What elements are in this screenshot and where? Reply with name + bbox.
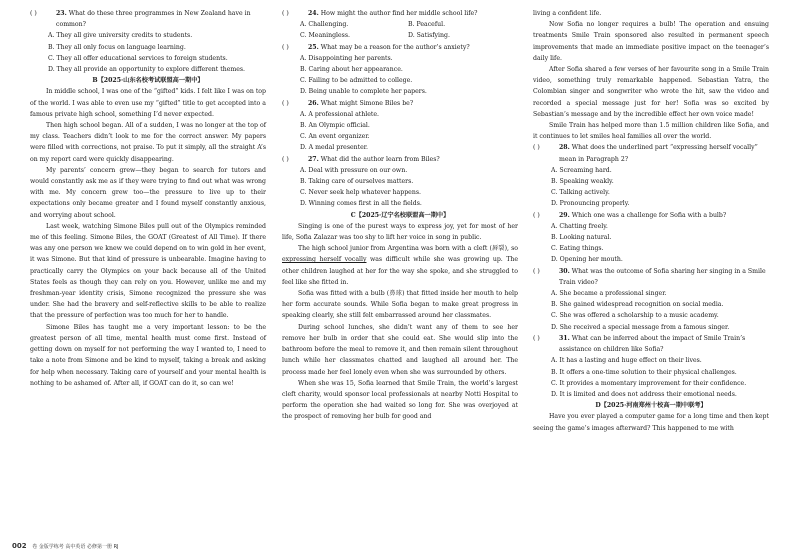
question-number: 28.: [559, 144, 570, 152]
question-number: 27.: [308, 155, 319, 163]
option-d: D. Opening her mouth.: [551, 256, 623, 264]
answer-bracket[interactable]: ( ): [282, 99, 289, 107]
question-text: What does the underlined part “expressing herself vocally” mean in Paragraph 2?: [559, 144, 758, 163]
option-a: A. Challenging.: [300, 21, 349, 29]
passage-paragraph: Have you ever played a computer game for a long time and then kept seeing the game’s images afterward? This happened to me with: [533, 413, 769, 432]
passage-paragraph: My parents’ concern grew—they began to search for tutors and would constantly ask me as if they were trying to find out what was wrong with me. My concern grew too—the pressure to live up to their expectations only became greater and I found myself constantly anxious, and worrying about school.: [30, 166, 266, 219]
option-d: D. Satisfying.: [408, 32, 450, 40]
answer-bracket[interactable]: ( ): [533, 144, 540, 152]
option-b: B. Looking natural.: [551, 234, 612, 242]
option-d: D. A medal presenter.: [300, 144, 369, 152]
question-number: 31.: [559, 334, 570, 342]
option-d: D. They all provide an opportunity to explore different themes.: [48, 66, 246, 74]
option-b: B. Caring about her appearance.: [300, 66, 403, 74]
continued-line: living a confident life.: [533, 10, 602, 17]
passage-paragraph: Then high school began. All of a sudden, I was no longer at the top of my class. Teachers didn’t look to me for the correct answer. My papers were filled with corrections, not praise. To put it simply, all the straight A’s on my report card were quickly disappearing.: [30, 122, 266, 163]
question-text: What may be a reason for the author’s anxiety?: [320, 43, 470, 51]
option-row: [282, 30, 518, 41]
answer-bracket[interactable]: ( ): [30, 10, 37, 17]
passage-paragraph: Now Sofia no longer requires a bulb! The operation and ensuing treatments Smile Train sponsored also resulted in permanent speech improvements that made an immediate positive impact on the teenager’s daily life.: [533, 21, 769, 62]
passage-paragraph: Last week, watching Simone Biles pull out of the Olympics reminded me of this feeling. Simone Biles, the GOAT (Greatest of All Time). If there was any one person we knew we could depend on to win gold in her event, it was Simone. But that kind of pressure is unbearable. Imagine having to practically carry the Olympics on your back because all of the United States feels as though they can rely on you. However, unlike me and my freshman-year identity crisis, Simone recognized the pressure she was under. She had the bravery and self-reflective skills to be able to realize that the pressure of perfection was too much for her to handle.: [30, 222, 266, 320]
column-2: [282, 8, 518, 423]
passage-paragraph: When she was 15, Sofia learned that Smile Train, the world’s largest cleft charity, would sponsor local professionals at nearby Notti Hospital to perform the operation she had waited so long for. She was overjoyed at the prospect of removing her bulb for good and: [282, 379, 518, 421]
page-footer: [12, 542, 119, 550]
option-b: B. Taking care of ourselves matters.: [300, 178, 414, 186]
question-text: Which one was a challenge for Sofia with a bulb?: [571, 211, 727, 219]
answer-bracket[interactable]: ( ): [282, 10, 289, 17]
question-number: 25.: [308, 43, 319, 51]
question-text: What do these three programmes in New Zealand have in common?: [56, 10, 251, 29]
option-a: A. Screaming hard.: [551, 166, 612, 174]
option-b: B. Peaceful.: [408, 21, 446, 29]
option-c: C. They all offer educational services to foreign students.: [48, 54, 228, 62]
option-a: A. It has a lasting and huge effect on their lives.: [551, 357, 702, 365]
question-31: [533, 333, 769, 355]
column-1: [30, 8, 266, 389]
question-27: [282, 154, 518, 165]
question-number: 26.: [308, 99, 319, 107]
answer-bracket[interactable]: ( ): [282, 155, 289, 163]
option-b: B. Speaking weakly.: [551, 178, 614, 186]
option-b: B. She gained widespread recognition on social media.: [551, 301, 724, 309]
answer-bracket[interactable]: ( ): [533, 334, 540, 342]
option-b: B. It offers a one-time solution to their physical challenges.: [551, 368, 737, 376]
option-c: C. She was offered a scholarship to a music academy.: [551, 312, 719, 320]
paragraph-text: was difficult while she was growing up. The other children laughed at her for the way she spoke, and she struggled to feel like she fitted in.: [282, 256, 519, 286]
answer-bracket[interactable]: ( ): [533, 267, 540, 275]
option-b: B. An Olympic official.: [300, 122, 370, 130]
question-text: What was the outcome of Sofia sharing her singing in a Smile Train video?: [559, 267, 766, 286]
option-a: A. She became a professional singer.: [551, 290, 667, 298]
passage-paragraph: Sofia was fitted with a bulb (鼻球) that fitted inside her mouth to help her form accurate sounds. While Sofia began to make great progress in speaking clearly, she still felt embarrassed around her classmates.: [282, 290, 518, 320]
question-text: What did the author learn from Biles?: [320, 155, 440, 163]
option-d: D. Pronouncing properly.: [551, 200, 630, 208]
question-23: [30, 8, 266, 30]
option-a: A. Disappointing her parents.: [300, 54, 393, 62]
question-text: What might Simone Biles be?: [320, 99, 414, 107]
passage-paragraph: After Sofia shared a few verses of her favourite song in a Smile Train video, something truly remarkable happened. Sebastian Yatra, the Colombian singer and songwriter who wrote the hit, saw the video and recorded a special message just for her! Sofia was so excited by Sebastian’s message and by the incredible effect her own voice made!: [533, 66, 769, 118]
passage-paragraph: In middle school, I was one of the “gifted” kids. I felt like I was on top of the world. I was able to even use my “gifted” title to get accepted into a famous private high school, something I’d never expected.: [30, 88, 266, 118]
passage-b-header: B【2025·山东名校考试联盟高一期中】: [92, 77, 204, 85]
question-text: How might the author find her middle school life?: [320, 10, 478, 17]
passage-paragraph: Smile Train has helped more than 1.5 million children like Sofia, and it continues to let smiles heal families all over the world.: [533, 122, 769, 141]
paragraph-text: The high school junior from Argentina was born with a cleft (唇裂), so: [298, 245, 518, 253]
option-c: C. Talking actively.: [551, 189, 610, 197]
question-number: 24.: [308, 10, 319, 17]
option-d: D. Winning comes first in all the fields.: [300, 200, 422, 208]
passage-c-header: C【2025·辽宁名校联盟高一期中】: [350, 211, 450, 219]
option-row: [282, 19, 518, 30]
option-c: C. It provides a momentary improvement for their confidence.: [551, 379, 747, 387]
option-a: A. Chatting freely.: [551, 222, 608, 230]
option-b: B. They all only focus on language learning.: [48, 43, 186, 51]
option-d: D. It is limited and does not address their emotional needs.: [551, 390, 737, 398]
question-26: [282, 98, 518, 109]
option-c: C. An event organizer.: [300, 133, 370, 141]
passage-d-header: D【2025·河南郑州十校高一期中联考】: [595, 402, 707, 410]
question-30: [533, 266, 769, 288]
passage-paragraph: Simone Biles has taught me a very important lesson: to be the greatest person of all time, mental health must come first. Instead of getting down on myself for not performing the way I wanted to, I need to take a note from Simone and be kind to myself, taking a break and asking for help when necessary. Taking care of yourself and your mental health is nothing to be ashamed of. After all, if GOAT can do it, so can we!: [30, 323, 266, 387]
passage-paragraph: During school lunches, she didn’t want any of them to see her remove her bulb in order that she could eat. She would slip into the bathroom before the meal to remove it, and then remain silent throughout lunch while her classmates chatted and laughed all around her. The process made her feel lonely even when she was surrounded by others.: [282, 323, 518, 376]
option-c: C. Failing to be admitted to college.: [300, 77, 413, 85]
column-3: [533, 8, 769, 434]
page-number: 002: [12, 542, 27, 550]
question-25: [282, 42, 518, 53]
question-number: 29.: [559, 211, 570, 219]
answer-bracket[interactable]: ( ): [282, 43, 289, 51]
option-a: A. They all give university credits to students.: [48, 32, 193, 40]
passage-paragraph-2: [282, 243, 518, 288]
question-text: What can be inferred about the impact of Smile Train’s assistance on children like Sofia?: [559, 334, 746, 354]
question-24: [282, 8, 518, 19]
option-d: D. She received a special message from a famous singer.: [551, 323, 730, 331]
option-c: C. Meaningless.: [300, 32, 351, 40]
answer-bracket[interactable]: ( ): [533, 211, 540, 219]
question-28: [533, 142, 769, 164]
option-c: C. Eating things.: [551, 245, 604, 253]
option-c: C. Never seek help whatever happens.: [300, 189, 421, 197]
option-d: D. Being unable to complete her papers.: [300, 88, 427, 96]
footer-text: 卷 金版学练考 高中英语 必修第一册 RJ: [32, 544, 119, 550]
question-number: 30.: [559, 267, 570, 275]
option-a: A. A professional athlete.: [300, 110, 380, 118]
underlined-phrase: expressing herself vocally: [282, 256, 367, 264]
option-a: A. Deal with pressure on our own.: [300, 166, 408, 174]
passage-paragraph: Singing is one of the purest ways to express joy, yet for most of her life, Sofia Zalazar was too shy to lift her voice in song in public.: [282, 222, 518, 242]
question-29: [533, 210, 769, 221]
question-number: 23.: [56, 10, 67, 17]
